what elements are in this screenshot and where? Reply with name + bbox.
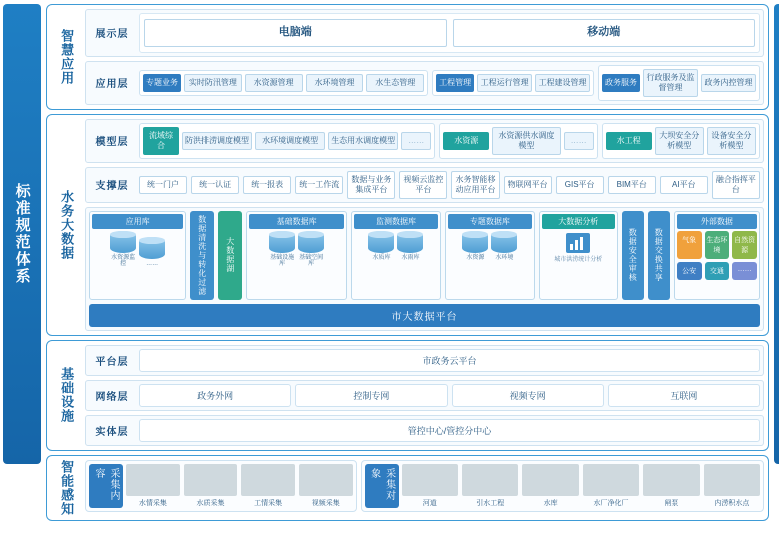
platform-layer-content [139, 349, 760, 372]
reservoir-photo [522, 464, 578, 496]
sensing-object-river[interactable] [402, 464, 458, 508]
model-group-water-project [602, 123, 760, 159]
support-item-portal[interactable]: 统一门户 [139, 176, 187, 194]
model-layer-content [139, 123, 760, 159]
data-box-basic-database [246, 211, 347, 300]
layer-title-smart-application: 智慧应用 [51, 9, 81, 105]
data-box-exchange-sharing[interactable]: 数据交换共享 [648, 211, 670, 300]
database-icon [298, 231, 324, 253]
platform-item-city-cloud[interactable]: 市政务云平台 [139, 349, 760, 372]
sensing-item-label: 工情采集 [254, 499, 283, 507]
database-icon [397, 231, 423, 253]
database-icon [462, 231, 488, 253]
layer-title-water-bigdata: 水务大数据 [51, 119, 81, 331]
basic-database-cylinders [269, 231, 324, 268]
waterlogging-photo [704, 464, 760, 496]
app-item-water-resource-mgmt[interactable]: 水资源管理 [245, 74, 303, 92]
network-layer-row [85, 380, 764, 411]
sensing-object-water-diversion[interactable] [462, 464, 518, 508]
external-item-meteorology[interactable]: 气象 [677, 231, 702, 259]
data-box-title-bigdata-analysis: 大数据分析 [542, 214, 615, 229]
sensing-item-label: 水情采集 [138, 499, 167, 507]
application-layer-label: 应用层 [95, 79, 129, 91]
infrastructure-body [85, 345, 764, 446]
model-group-head-basin[interactable]: 流域综合 [143, 127, 179, 155]
cylinder-label: 水环境 [495, 254, 514, 261]
model-item-flood-dispatch[interactable]: 防洪排涝调度模型 [182, 132, 252, 150]
layer-infrastructure [46, 340, 769, 451]
network-layer-content [139, 384, 760, 407]
water-plant-photo [583, 464, 639, 496]
thematic-database-cylinders [462, 231, 517, 262]
network-layer-label: 网络层 [95, 391, 129, 403]
cylinder-water-rain-db[interactable] [397, 231, 423, 262]
support-item-report[interactable]: 统一报表 [243, 176, 291, 194]
sensing-item-label: 视频采集 [311, 499, 340, 507]
left-vertical-band: 标准规范体系 [3, 4, 41, 464]
network-item-internet[interactable]: 互联网 [608, 384, 760, 407]
cylinder-label: 水质库 [372, 254, 391, 261]
app-group-government-service [598, 65, 760, 101]
external-item-public-security[interactable]: 公安 [677, 262, 702, 280]
sensing-object-item-label: 水库 [543, 499, 558, 507]
support-layer-row [85, 167, 764, 203]
support-item-command-platform[interactable]: 融合指挥平台 [712, 171, 760, 199]
app-item-admin-service-supervision[interactable]: 行政服务及监督管理 [643, 69, 698, 97]
database-icon [269, 231, 295, 253]
platform-layer-row [85, 345, 764, 376]
support-item-gis-platform[interactable]: GIS平台 [556, 176, 604, 194]
bigdata-analysis-sub: 城市洪涝统计分析 [554, 256, 603, 263]
external-item-transportation[interactable]: 交通 [705, 262, 730, 280]
data-box-title-basic-database: 基础数据库 [249, 214, 344, 229]
diagram-center-column [44, 0, 771, 516]
sensing-item-engineering[interactable] [241, 464, 295, 508]
display-layer-row [85, 9, 764, 57]
entity-layer-row [85, 415, 764, 446]
network-item-government-extranet[interactable]: 政务外网 [139, 384, 291, 407]
data-box-data-lake[interactable]: 大数据湖 [218, 211, 242, 300]
model-group-basin [139, 123, 435, 159]
application-layer-content [139, 65, 760, 101]
database-icon [491, 231, 517, 253]
app-item-water-environment-mgmt[interactable]: 水环境管理 [306, 74, 364, 92]
application-store-cylinders [110, 231, 165, 268]
model-item-equipment-safety[interactable]: 设备安全分析模型 [707, 127, 756, 155]
cylinder-label: 基础设施库 [270, 254, 295, 268]
cylinder-label: 水资源 [466, 254, 485, 261]
gate-pump-photo [643, 464, 699, 496]
support-layer-label: 支撑层 [95, 181, 129, 193]
support-item-workflow[interactable]: 统一工作流 [295, 176, 343, 194]
app-group-head-special-business[interactable]: 专题业务 [143, 74, 181, 92]
database-icon [110, 231, 136, 253]
app-group-head-government-service[interactable]: 政务服务 [602, 74, 640, 92]
sensor-icon [126, 464, 180, 496]
river-photo [402, 464, 458, 496]
data-box-title-external-data: 外部数据 [677, 214, 757, 229]
data-layer-row [85, 207, 764, 331]
layer-water-bigdata [46, 114, 769, 336]
layer-title-infrastructure: 基础设施 [51, 345, 81, 446]
sensing-content-thumbs [126, 464, 353, 508]
platform-layer-label: 平台层 [95, 356, 129, 368]
entity-item-control-center[interactable]: 管控中心/管控分中心 [139, 419, 760, 442]
sensing-content-label: 采集内容 [89, 464, 123, 508]
display-layer-label: 展示层 [95, 29, 129, 41]
sensing-item-water-level[interactable] [126, 464, 180, 508]
app-item-engineering-construction[interactable]: 工程建设管理 [535, 74, 590, 92]
model-group-water-resource [439, 123, 597, 159]
sensing-object-item-label: 水厂净化厂 [593, 499, 629, 507]
sensing-object-thumbs [402, 464, 760, 508]
cylinder-label: 水资源监控 [111, 254, 136, 268]
application-layer-row [85, 61, 764, 105]
model-item-water-resource-more[interactable]: …… [564, 132, 594, 150]
support-item-video-cloud[interactable]: 视频云监控平台 [399, 171, 447, 199]
app-group-special-business [139, 70, 428, 96]
cylinder-label: 基础空间库 [299, 254, 324, 268]
data-box-cleaning-filter[interactable]: 数据清洗与转化过滤 [190, 211, 214, 300]
water-quality-sensor-icon [184, 464, 238, 496]
external-item-ecology-environment[interactable]: 生态环境 [705, 231, 730, 259]
cylinder-application-more[interactable] [139, 237, 165, 268]
data-box-title-thematic-database: 专题数据库 [448, 214, 532, 229]
sensing-object-waterlogging-point[interactable] [704, 464, 760, 508]
entity-layer-label: 实体层 [95, 426, 129, 438]
sensing-item-label: 水质采集 [196, 499, 225, 507]
water-bigdata-body [85, 119, 764, 331]
support-item-ai-platform[interactable]: AI平台 [660, 176, 708, 194]
sensing-object-gate-pump[interactable] [643, 464, 699, 508]
network-item-video-network[interactable]: 视频专网 [452, 384, 604, 407]
model-group-head-water-project[interactable]: 水工程 [606, 132, 652, 150]
engineering-sensor-icon [241, 464, 295, 496]
chart-icon [566, 233, 590, 253]
cylinder-water-resource-monitor[interactable] [110, 231, 136, 268]
entity-layer-content [139, 419, 760, 442]
data-box-security-audit[interactable]: 数据安全审核 [622, 211, 644, 300]
model-item-water-env-dispatch[interactable]: 水环境调度模型 [255, 132, 325, 150]
cylinder-label: 水雨库 [401, 254, 420, 261]
diversion-project-photo [462, 464, 518, 496]
sensing-item-water-quality[interactable] [184, 464, 238, 508]
data-box-external-data [674, 211, 760, 300]
support-item-mobile-app-platform[interactable]: 水务智能移动应用平台 [451, 171, 499, 199]
data-box-title-monitoring-database: 监测数据库 [354, 214, 438, 229]
sensing-item-video[interactable] [299, 464, 353, 508]
layer-smart-application [46, 4, 769, 110]
city-bigdata-platform-bar[interactable]: 市大数据平台 [89, 304, 760, 327]
sensing-object-label: 采集对象 [365, 464, 399, 508]
smart-sensing-body [85, 460, 764, 516]
network-item-control-network[interactable]: 控制专网 [295, 384, 447, 407]
right-vertical-band [774, 4, 779, 464]
sensing-object-item-label: 引水工程 [476, 499, 505, 507]
external-item-more[interactable]: …… [732, 262, 757, 280]
model-item-eco-water-dispatch[interactable]: 生态用水调度模型 [328, 132, 398, 150]
model-layer-label: 模型层 [95, 137, 129, 149]
smart-application-body [85, 9, 764, 105]
data-box-monitoring-database [351, 211, 441, 300]
cylinder-spatial-db[interactable] [298, 231, 324, 268]
model-item-basin-more[interactable]: …… [401, 132, 431, 150]
cylinder-infrastructure-db[interactable] [269, 231, 295, 268]
sensing-object-water-plant[interactable] [583, 464, 639, 508]
cylinder-label: …… [146, 261, 159, 268]
display-item-pc[interactable]: 电脑端 [144, 19, 447, 47]
display-layer-content [139, 13, 760, 53]
support-item-iot-platform[interactable]: 物联网平台 [504, 176, 552, 194]
cylinder-water-resource-db[interactable] [462, 231, 488, 262]
app-item-internal-control[interactable]: 政务内控管理 [701, 74, 756, 92]
sensing-object-reservoir[interactable] [522, 464, 578, 508]
cylinder-water-environment-db[interactable] [491, 231, 517, 262]
model-group-head-water-resource[interactable]: 水资源 [443, 132, 489, 150]
app-item-engineering-operation[interactable]: 工程运行管理 [477, 74, 532, 92]
cylinder-water-quality-db[interactable] [368, 231, 394, 262]
data-box-thematic-database [445, 211, 535, 300]
app-group-engineering [432, 70, 594, 96]
camera-icon [299, 464, 353, 496]
monitoring-database-cylinders [368, 231, 423, 262]
display-item-mobile[interactable]: 移动端 [453, 19, 756, 47]
support-item-bim-platform[interactable]: BIM平台 [608, 176, 656, 194]
external-item-natural-resources[interactable]: 自然资源 [732, 231, 757, 259]
layer-smart-sensing [46, 455, 769, 521]
app-item-flood-mgmt[interactable]: 实时防汛管理 [184, 74, 242, 92]
database-icon [139, 237, 165, 259]
support-layer-content [139, 171, 760, 199]
app-item-water-ecology-mgmt[interactable]: 水生态管理 [366, 74, 424, 92]
data-box-application-store [89, 211, 186, 300]
sensing-object-item-label: 内涝积水点 [714, 499, 750, 507]
sensing-object-item-label: 闸泵 [664, 499, 679, 507]
data-box-bigdata-analysis [539, 211, 618, 300]
model-layer-row [85, 119, 764, 163]
data-box-title-application-store: 应用库 [92, 214, 183, 229]
support-item-data-business-integration[interactable]: 数据与业务集成平台 [347, 171, 395, 199]
support-item-auth[interactable]: 统一认证 [191, 176, 239, 194]
layer-title-smart-sensing: 智能感知 [51, 460, 81, 516]
sensing-object-item-label: 河道 [422, 499, 437, 507]
model-item-supply-dispatch[interactable]: 水资源供水调度模型 [492, 127, 560, 155]
app-group-head-engineering[interactable]: 工程管理 [436, 74, 474, 92]
database-icon [368, 231, 394, 253]
data-store-row [89, 211, 760, 300]
external-data-grid [677, 231, 757, 280]
model-item-dam-safety[interactable]: 大坝安全分析模型 [655, 127, 704, 155]
